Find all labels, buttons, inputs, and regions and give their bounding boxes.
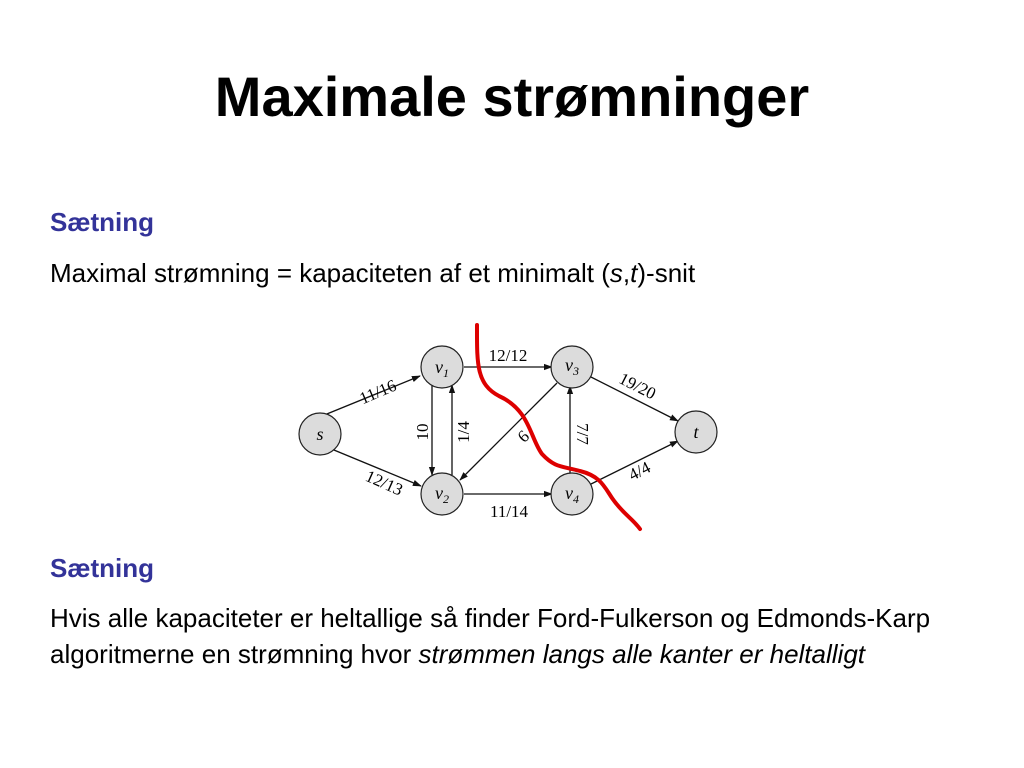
node-v4 (551, 473, 593, 515)
sink-symbol: t (630, 258, 638, 288)
edge-label-s-v2: 12/13 (362, 466, 406, 500)
theorem-heading-2: Sætning (50, 553, 154, 583)
edge-label-v1-v3: 12/12 (488, 346, 528, 365)
edge-label-v2-v4: 11/14 (489, 502, 529, 521)
edge-label-v1-v2: 10 (413, 423, 432, 441)
comma-separator: , (622, 258, 631, 288)
node-label-v3: $v_3$ (565, 355, 579, 378)
theorem-text-after: )-snit (637, 258, 696, 288)
edge-label-v4-t: 4/4 (625, 457, 654, 485)
slide-title: Maximale strømninger (214, 65, 810, 128)
flow-network-diagram (280, 318, 740, 534)
theorem-text-plain: Hvis alle kapaciteter er heltallige så finder Ford-Fulkerson og Edmonds-Karp algoritmerne en strømning hvor (50, 603, 931, 669)
node-label-v2: $v_2$ (435, 483, 449, 506)
node-v1 (421, 346, 463, 388)
node-v3 (551, 346, 593, 388)
node-label-t: t (693, 422, 699, 442)
edge-label-v3-t: 19/20 (615, 368, 660, 404)
edge-label-s-v1: 11/16 (356, 375, 400, 409)
node-label-s: s (316, 424, 324, 444)
node-label-v4: $v_4$ (565, 483, 579, 506)
edge-v3-v2 (460, 383, 557, 480)
theorem-statement (50, 255, 990, 291)
source-symbol: s (609, 258, 623, 288)
edge-label-v3-v2: 9 (513, 426, 534, 447)
node-s (299, 413, 341, 455)
edge-label-v4-v3: 7/7 (573, 423, 592, 445)
node-t (675, 411, 717, 453)
theorem-statement-2 (50, 600, 990, 672)
edge-label-v2-v1: 1/4 (454, 421, 473, 443)
theorem-text-before: Maximal strømning = kapaciteten af et minimalt ( (50, 258, 610, 288)
theorem-heading: Sætning (50, 207, 154, 237)
node-label-v1: $v_1$ (435, 357, 449, 380)
node-v2 (421, 473, 463, 515)
theorem-text-italic: strømmen langs alle kanter er heltalligt (418, 639, 866, 669)
